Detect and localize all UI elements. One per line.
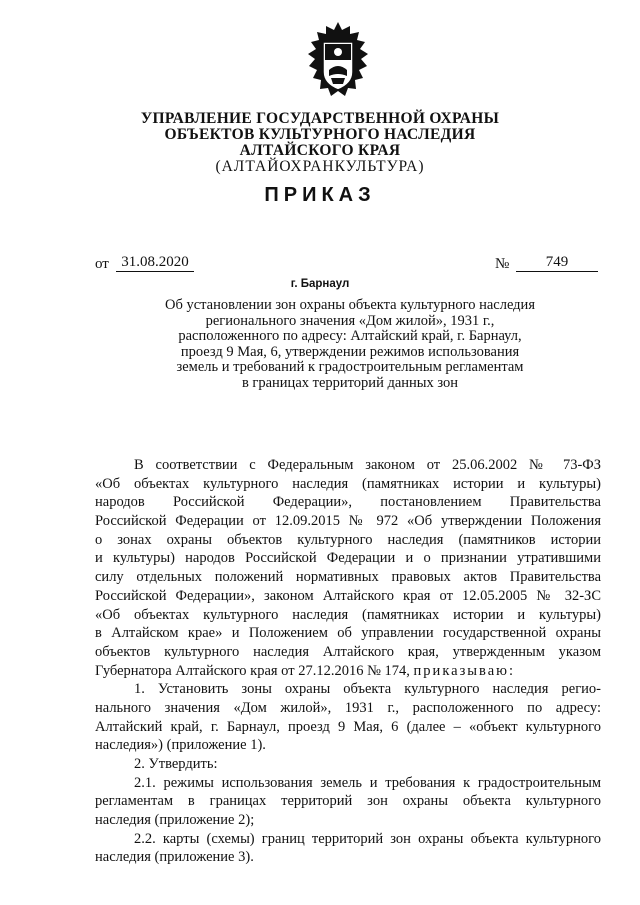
coat-of-arms-icon: [293, 18, 383, 108]
date-label: от: [95, 256, 109, 272]
item-1-line: нального значения «Дом жилой», 1931 г., расположенного по адресу:: [95, 699, 601, 716]
order-word: приказываю:: [413, 662, 515, 679]
body-line: в Алтайском крае» и Положением об управлении государственной охраны: [95, 625, 601, 642]
body-line-text: Губернатора Алтайского края от 27.12.2016 № 174,: [95, 662, 410, 679]
body-line: и культуры) народов Российской Федерации и о признании утратившими: [95, 550, 601, 567]
document-type-title: ПРИКАЗ: [264, 184, 376, 206]
org-short-name: (АЛТАЙОХРАНКУЛЬТУРА): [215, 158, 425, 175]
item-2-heading: 2. Утвердить:: [134, 756, 218, 772]
item-2-2-line: 2.2. карты (схемы) границ территорий зон охраны объекта культурного: [134, 830, 601, 847]
order-number: 749: [516, 254, 598, 272]
body-line: В соответствии с Федеральным законом от 25.06.2002 № 73-ФЗ: [134, 457, 601, 473]
subject-line: Об установлении зон охраны объекта культурного наследия: [165, 297, 535, 313]
order-body: [95, 456, 601, 867]
subject-line: расположенного по адресу: Алтайский край, г. Барнаул,: [178, 328, 522, 344]
subject-line: в границах территорий данных зон: [241, 374, 459, 391]
item-2-1-line: регламентам в границах территорий зон охраны объекта культурного: [95, 793, 601, 810]
item-1-line: 1. Установить зоны охраны объекта культурного наследия регио-: [134, 681, 601, 698]
body-line: о зонах охраны объектов культурного наследия (памятников истории: [95, 531, 601, 548]
item-1-line: наследия») (приложение 1).: [95, 737, 266, 754]
body-line: народов Российской Федерации», постановлением Правительства: [95, 494, 601, 511]
subject-line: земель и требований к градостроительным регламентам: [176, 359, 524, 375]
city-name: г. Барнаул: [290, 278, 350, 290]
order-date: 31.08.2020: [116, 254, 194, 272]
body-line-with-order-word: [95, 662, 601, 681]
body-line: «Об объектах культурного наследия (памятниках истории и культуры): [95, 475, 601, 492]
subject-line: проезд 9 Мая, 6, утверждении режимов использования: [180, 343, 520, 360]
item-2-1-line: 2.1. режимы использования земель и требования к градостроительным: [134, 774, 601, 791]
org-name-line-1: УПРАВЛЕНИЕ ГОСУДАРСТВЕННОЙ ОХРАНЫ: [140, 110, 500, 127]
number-label: №: [495, 256, 510, 272]
subject-line: регионального значения «Дом жилой», 1931 г.,: [205, 312, 495, 329]
org-name-line-3: АЛТАЙСКОГО КРАЯ: [239, 142, 401, 159]
body-line: «Об объектах культурного наследия (памятниках истории и культуры): [95, 606, 601, 623]
body-line: Российской Федерации», законом Алтайского края от 12.05.2005 № 32-ЗС: [95, 587, 601, 604]
item-1-line: Алтайский край, г. Барнаул, проезд 9 Мая, 6 (далее – «объект культурного: [95, 718, 601, 735]
body-line: силу отдельных положений нормативных правовых актов Правительства: [95, 569, 601, 586]
item-2-1-line: наследия (приложение 2);: [95, 812, 255, 829]
item-2-2-line: наследия (приложение 3).: [95, 849, 254, 866]
order-subject: [140, 298, 560, 391]
body-line: Российской Федерации от 12.09.2015 № 972 «Об утверждении Положения: [95, 513, 601, 530]
org-name-line-2: ОБЪЕКТОВ КУЛЬТУРНОГО НАСЛЕДИЯ: [164, 126, 476, 143]
body-line: объектов культурного наследия Алтайского края, утвержденным указом: [95, 643, 601, 660]
